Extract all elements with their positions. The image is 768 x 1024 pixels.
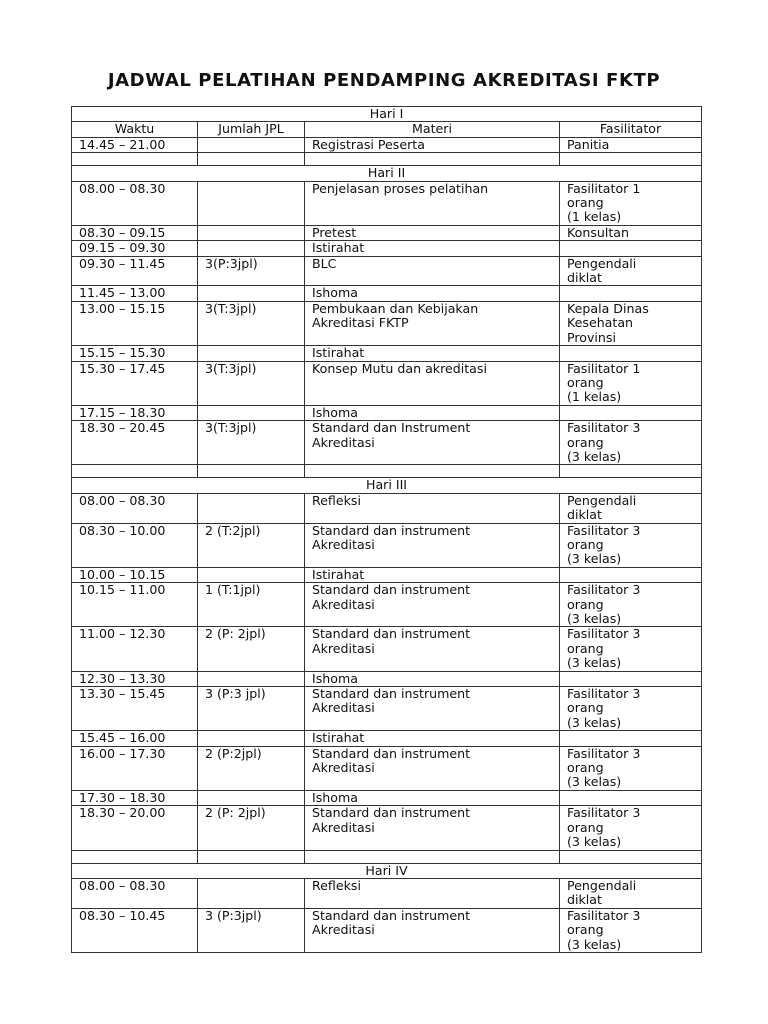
document-title: JADWAL PELATIHAN PENDAMPING AKREDITASI FKTP: [107, 70, 661, 91]
jpl-cell: [198, 225, 305, 240]
time-cell: 16.00 – 17.30: [72, 746, 198, 790]
time-cell: 08.00 – 08.30: [72, 493, 198, 523]
time-cell: 17.30 – 18.30: [72, 790, 198, 805]
spacer-row: [72, 850, 702, 863]
time-cell: 15.15 – 15.30: [72, 346, 198, 361]
time-cell: 08.00 – 08.30: [72, 181, 198, 225]
materi-cell: Istirahat: [305, 731, 560, 746]
day-row: [72, 478, 702, 493]
materi-cell: Standard dan Instrument Akreditasi: [305, 421, 560, 465]
schedule-row: [72, 405, 702, 420]
materi-cell: Konsep Mutu dan akreditasi: [305, 361, 560, 405]
time-cell: 15.45 – 16.00: [72, 731, 198, 746]
empty-cell: [198, 153, 305, 166]
fasilitator-cell: Fasilitator 1 orang (1 kelas): [560, 361, 702, 405]
empty-cell: [305, 465, 560, 478]
fasilitator-cell: Fasilitator 3 orang (3 kelas): [560, 806, 702, 850]
schedule-row: [72, 225, 702, 240]
day-label: Hari IV: [72, 863, 702, 878]
empty-cell: [72, 153, 198, 166]
materi-cell: Ishoma: [305, 286, 560, 301]
fasilitator-cell: [560, 405, 702, 420]
jpl-cell: 1 (T:1jpl): [198, 583, 305, 627]
schedule-row: [72, 790, 702, 805]
jpl-cell: 2 (P: 2jpl): [198, 806, 305, 850]
jpl-cell: [198, 790, 305, 805]
schedule-row: [72, 567, 702, 582]
fasilitator-cell: [560, 241, 702, 256]
time-cell: 12.30 – 13.30: [72, 671, 198, 686]
fasilitator-cell: Fasilitator 3 orang (3 kelas): [560, 908, 702, 952]
column-header-row: [72, 122, 702, 137]
schedule-row: [72, 627, 702, 671]
time-cell: 10.00 – 10.15: [72, 567, 198, 582]
empty-cell: [305, 153, 560, 166]
column-header: Fasilitator: [560, 122, 702, 137]
jpl-cell: 3 (P:3jpl): [198, 908, 305, 952]
jpl-cell: 2 (P: 2jpl): [198, 627, 305, 671]
jpl-cell: [198, 286, 305, 301]
jpl-cell: [198, 181, 305, 225]
fasilitator-cell: [560, 567, 702, 582]
time-cell: 18.30 – 20.00: [72, 806, 198, 850]
materi-cell: Pembukaan dan Kebijakan Akreditasi FKTP: [305, 301, 560, 345]
schedule-row: [72, 241, 702, 256]
materi-cell: Registrasi Peserta: [305, 137, 560, 152]
jpl-cell: [198, 346, 305, 361]
jpl-cell: [198, 731, 305, 746]
time-cell: 14.45 – 21.00: [72, 137, 198, 152]
empty-cell: [305, 850, 560, 863]
materi-cell: Standard dan instrument Akreditasi: [305, 627, 560, 671]
jpl-cell: [198, 405, 305, 420]
schedule-row: [72, 908, 702, 952]
schedule-table-body: [72, 107, 702, 953]
fasilitator-cell: Pengendali diklat: [560, 878, 702, 908]
time-cell: 08.30 – 10.45: [72, 908, 198, 952]
time-cell: 13.00 – 15.15: [72, 301, 198, 345]
materi-cell: BLC: [305, 256, 560, 286]
time-cell: 11.45 – 13.00: [72, 286, 198, 301]
fasilitator-cell: Fasilitator 3 orang (3 kelas): [560, 421, 702, 465]
time-cell: 10.15 – 11.00: [72, 583, 198, 627]
fasilitator-cell: Fasilitator 3 orang (3 kelas): [560, 627, 702, 671]
materi-cell: Refleksi: [305, 493, 560, 523]
schedule-row: [72, 301, 702, 345]
fasilitator-cell: [560, 671, 702, 686]
time-cell: 18.30 – 20.45: [72, 421, 198, 465]
jpl-cell: [198, 878, 305, 908]
fasilitator-cell: [560, 286, 702, 301]
fasilitator-cell: Fasilitator 3 orang (3 kelas): [560, 583, 702, 627]
spacer-row: [72, 153, 702, 166]
time-cell: 13.30 – 15.45: [72, 687, 198, 731]
schedule-row: [72, 421, 702, 465]
day-row: [72, 166, 702, 181]
time-cell: 08.30 – 09.15: [72, 225, 198, 240]
materi-cell: Ishoma: [305, 790, 560, 805]
schedule-row: [72, 523, 702, 567]
day-label: Hari I: [72, 107, 702, 122]
time-cell: 11.00 – 12.30: [72, 627, 198, 671]
fasilitator-cell: [560, 346, 702, 361]
day-label: Hari III: [72, 478, 702, 493]
time-cell: 15.30 – 17.45: [72, 361, 198, 405]
empty-cell: [198, 850, 305, 863]
schedule-row: [72, 346, 702, 361]
schedule-row: [72, 687, 702, 731]
time-cell: 08.30 – 10.00: [72, 523, 198, 567]
schedule-row: [72, 746, 702, 790]
jpl-cell: [198, 671, 305, 686]
materi-cell: Istirahat: [305, 241, 560, 256]
time-cell: 09.30 – 11.45: [72, 256, 198, 286]
empty-cell: [198, 465, 305, 478]
empty-cell: [560, 465, 702, 478]
jpl-cell: [198, 493, 305, 523]
materi-cell: Ishoma: [305, 671, 560, 686]
time-cell: 17.15 – 18.30: [72, 405, 198, 420]
materi-cell: Ishoma: [305, 405, 560, 420]
day-label: Hari II: [72, 166, 702, 181]
jpl-cell: 3(T:3jpl): [198, 301, 305, 345]
fasilitator-cell: [560, 731, 702, 746]
schedule-row: [72, 286, 702, 301]
day-row: [72, 107, 702, 122]
jpl-cell: 2 (T:2jpl): [198, 523, 305, 567]
jpl-cell: [198, 241, 305, 256]
materi-cell: Refleksi: [305, 878, 560, 908]
column-header: Jumlah JPL: [198, 122, 305, 137]
schedule-row: [72, 181, 702, 225]
schedule-row: [72, 583, 702, 627]
materi-cell: Standard dan instrument Akreditasi: [305, 908, 560, 952]
materi-cell: Standard dan instrument Akreditasi: [305, 583, 560, 627]
materi-cell: Standard dan instrument Akreditasi: [305, 687, 560, 731]
materi-cell: Standard dan instrument Akreditasi: [305, 746, 560, 790]
column-header: Waktu: [72, 122, 198, 137]
fasilitator-cell: Fasilitator 3 orang (3 kelas): [560, 523, 702, 567]
jpl-cell: 3(T:3jpl): [198, 361, 305, 405]
empty-cell: [560, 850, 702, 863]
schedule-row: [72, 256, 702, 286]
time-cell: 09.15 – 09.30: [72, 241, 198, 256]
jpl-cell: 3 (P:3 jpl): [198, 687, 305, 731]
jpl-cell: [198, 567, 305, 582]
jpl-cell: [198, 137, 305, 152]
empty-cell: [72, 850, 198, 863]
column-header: Materi: [305, 122, 560, 137]
fasilitator-cell: Fasilitator 3 orang (3 kelas): [560, 746, 702, 790]
schedule-row: [72, 137, 702, 152]
schedule-row: [72, 361, 702, 405]
schedule-row: [72, 878, 702, 908]
fasilitator-cell: Pengendali diklat: [560, 493, 702, 523]
fasilitator-cell: Kepala Dinas Kesehatan Provinsi: [560, 301, 702, 345]
fasilitator-cell: Fasilitator 1 orang (1 kelas): [560, 181, 702, 225]
schedule-row: [72, 493, 702, 523]
jpl-cell: 2 (P:2jpl): [198, 746, 305, 790]
spacer-row: [72, 465, 702, 478]
empty-cell: [560, 153, 702, 166]
fasilitator-cell: Fasilitator 3 orang (3 kelas): [560, 687, 702, 731]
materi-cell: Istirahat: [305, 346, 560, 361]
day-row: [72, 863, 702, 878]
fasilitator-cell: Konsultan: [560, 225, 702, 240]
fasilitator-cell: Panitia: [560, 137, 702, 152]
fasilitator-cell: [560, 790, 702, 805]
jpl-cell: 3(T:3jpl): [198, 421, 305, 465]
schedule-row: [72, 806, 702, 850]
materi-cell: Pretest: [305, 225, 560, 240]
fasilitator-cell: Pengendali diklat: [560, 256, 702, 286]
jpl-cell: 3(P:3jpl): [198, 256, 305, 286]
schedule-row: [72, 671, 702, 686]
schedule-row: [72, 731, 702, 746]
empty-cell: [72, 465, 198, 478]
materi-cell: Penjelasan proses pelatihan: [305, 181, 560, 225]
time-cell: 08.00 – 08.30: [72, 878, 198, 908]
materi-cell: Istirahat: [305, 567, 560, 582]
materi-cell: Standard dan instrument Akreditasi: [305, 523, 560, 567]
materi-cell: Standard dan instrument Akreditasi: [305, 806, 560, 850]
schedule-table: [71, 106, 702, 953]
